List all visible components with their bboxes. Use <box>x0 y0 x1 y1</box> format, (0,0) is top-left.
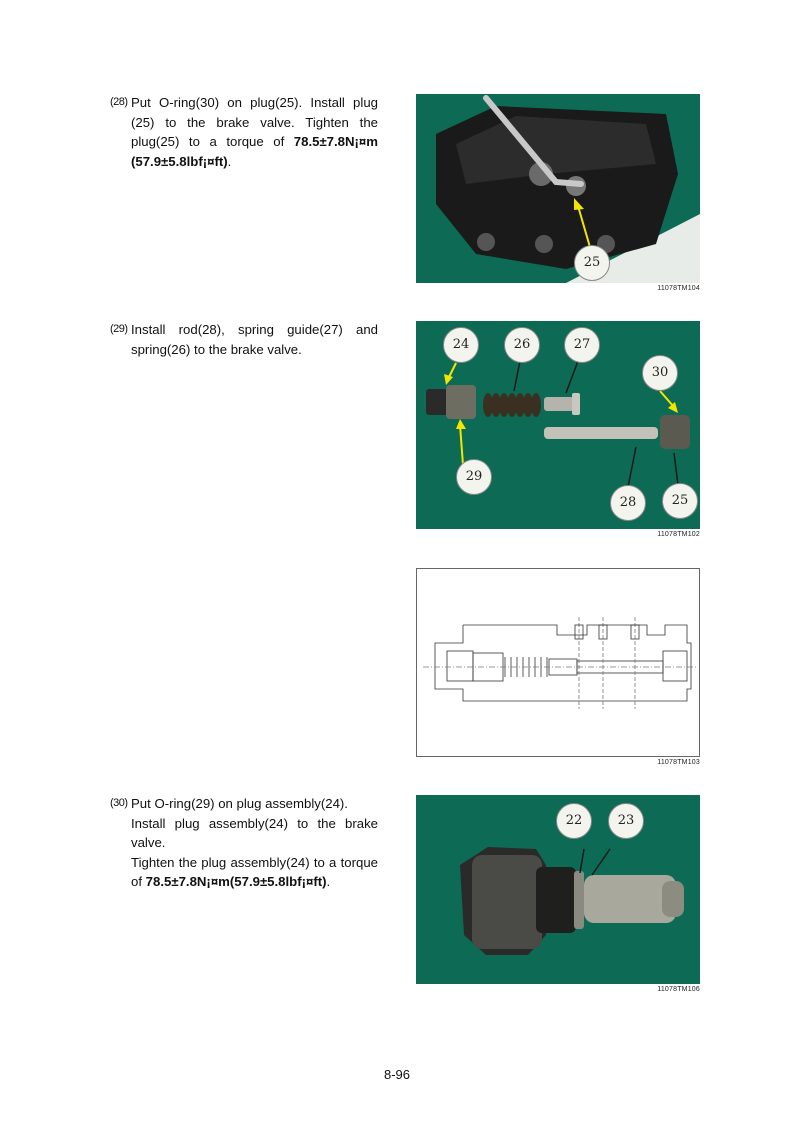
figure-valve-plug <box>416 94 700 292</box>
page-number: 8-96 <box>383 1067 411 1082</box>
figure-code: 11078TM103 <box>657 759 700 766</box>
figure-code: 11078TM104 <box>657 285 700 292</box>
callout-22: 22 <box>556 803 592 839</box>
step-28 <box>110 93 378 171</box>
callout-26: 26 <box>504 327 540 363</box>
step-29 <box>110 320 378 359</box>
figure-cross-section <box>416 568 700 766</box>
drawing-brake-valve-section <box>416 568 700 757</box>
step-30 <box>110 794 378 892</box>
figure-parts-layout <box>416 321 700 538</box>
section-drawing <box>417 569 699 756</box>
photo-rod-spring-parts <box>416 321 700 529</box>
callout-24: 24 <box>443 327 479 363</box>
photo-illustration <box>416 94 700 283</box>
callout-29: 29 <box>456 459 492 495</box>
step-number: (30) <box>110 797 128 809</box>
step-text: Install rod(28), spring guide(27) and spring(26) to the brake valve. <box>131 322 378 357</box>
photo-brake-valve-plug <box>416 94 700 283</box>
figure-plug-assembly <box>416 795 700 993</box>
callout-28: 28 <box>610 485 646 521</box>
figure-code: 11078TM106 <box>657 986 700 993</box>
callout-25: 25 <box>662 483 698 519</box>
photo-plug-assembly <box>416 795 700 984</box>
callout-25: 25 <box>574 245 610 281</box>
step-number: (29) <box>110 323 128 335</box>
callout-27: 27 <box>564 327 600 363</box>
step-number: (28) <box>110 96 128 108</box>
callout-23: 23 <box>608 803 644 839</box>
figure-code: 11078TM102 <box>657 531 700 538</box>
step-text: Put O-ring(29) on plug assembly(24). Install plug assembly(24) to the brake valve. Tighten the plug assembly(24) to a torque of 78.5±7.8N¡¤m(57.9±5.8lbf¡¤ft). <box>131 796 378 889</box>
callout-30: 30 <box>642 355 678 391</box>
step-text: Put O-ring(30) on plug(25). Install plug (25) to the brake valve. Tighten the plug(25) to a torque of 78.5±7.8N¡¤m (57.9±5.8lbf¡¤ft). <box>131 95 378 169</box>
